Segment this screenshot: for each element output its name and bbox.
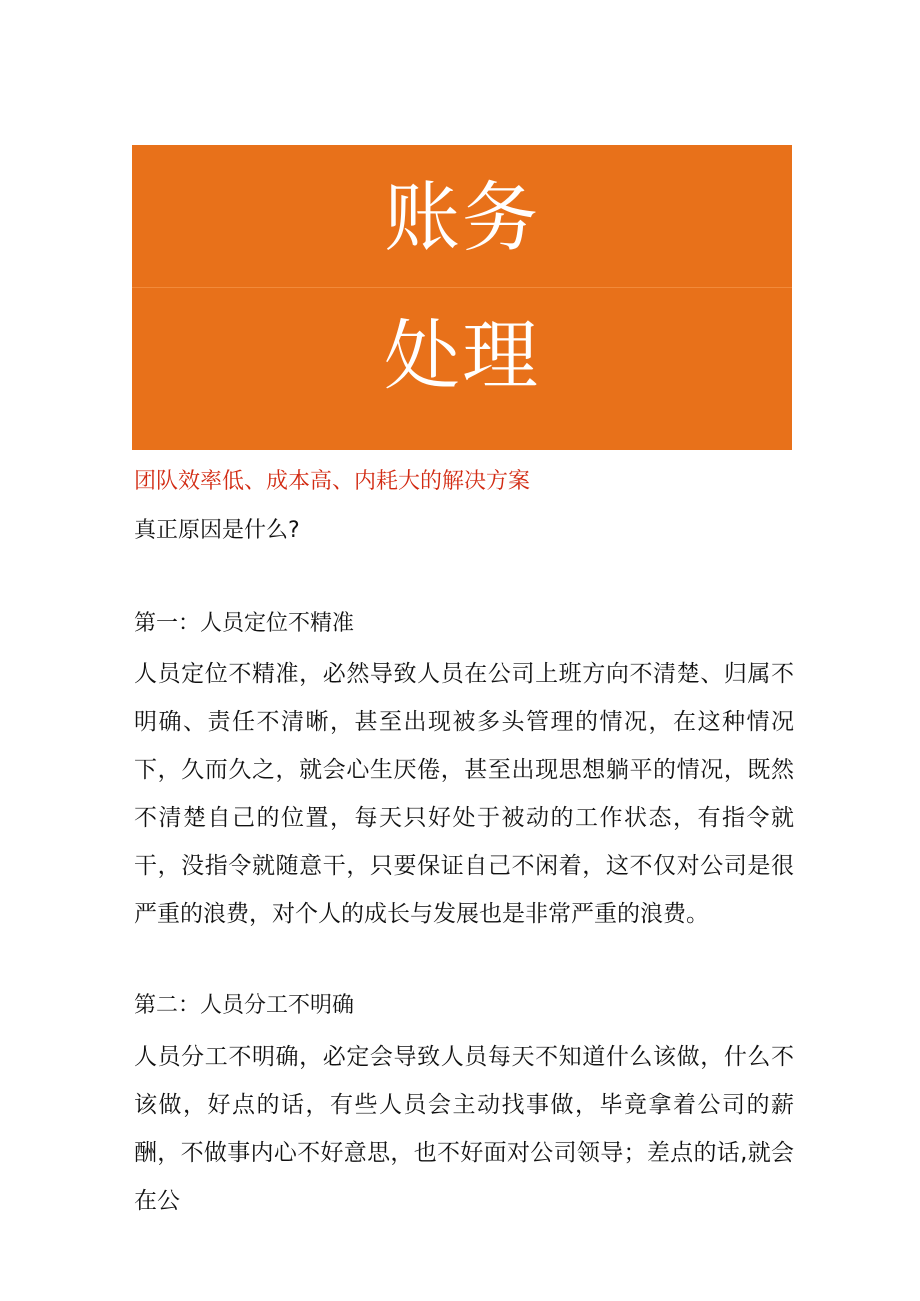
section-2-body: 人员分工不明确，必定会导致人员每天不知道什么该做，什么不该做，好点的话，有些人员会主动找事做，毕竟拿着公司的薪酬，不做事内心不好意思，也不好面对公司领导；差点的话,就会在公 — [134, 1044, 794, 1214]
banner-divider — [132, 287, 792, 288]
banner-title-line1: 账务 — [384, 173, 540, 262]
section-1-heading: 第一：人员定位不精准 — [134, 611, 355, 636]
section-2-heading: 第二：人员分工不明确 — [134, 993, 355, 1018]
title-banner — [132, 145, 792, 450]
subtitle: 团队效率低、成本高、内耗大的解决方案 — [134, 469, 531, 494]
banner-title-line2: 处理 — [384, 311, 540, 400]
question-heading: 真正原因是什么? — [134, 518, 300, 543]
section-1-body: 人员定位不精准，必然导致人员在公司上班方向不清楚、归属不明确、责任不清晰，甚至出现被多头管理的情况，在这种情况下，久而久之，就会心生厌倦，甚至出现思想躺平的情况，既然不清楚自己的位置，每天只好处于被动的工作状态，有指令就干，没指令就随意干，只要保证自己不闲着，这不仅对公司是很严重的浪费，对个人的成长与发展也是非常严重的浪费。 — [134, 661, 794, 927]
